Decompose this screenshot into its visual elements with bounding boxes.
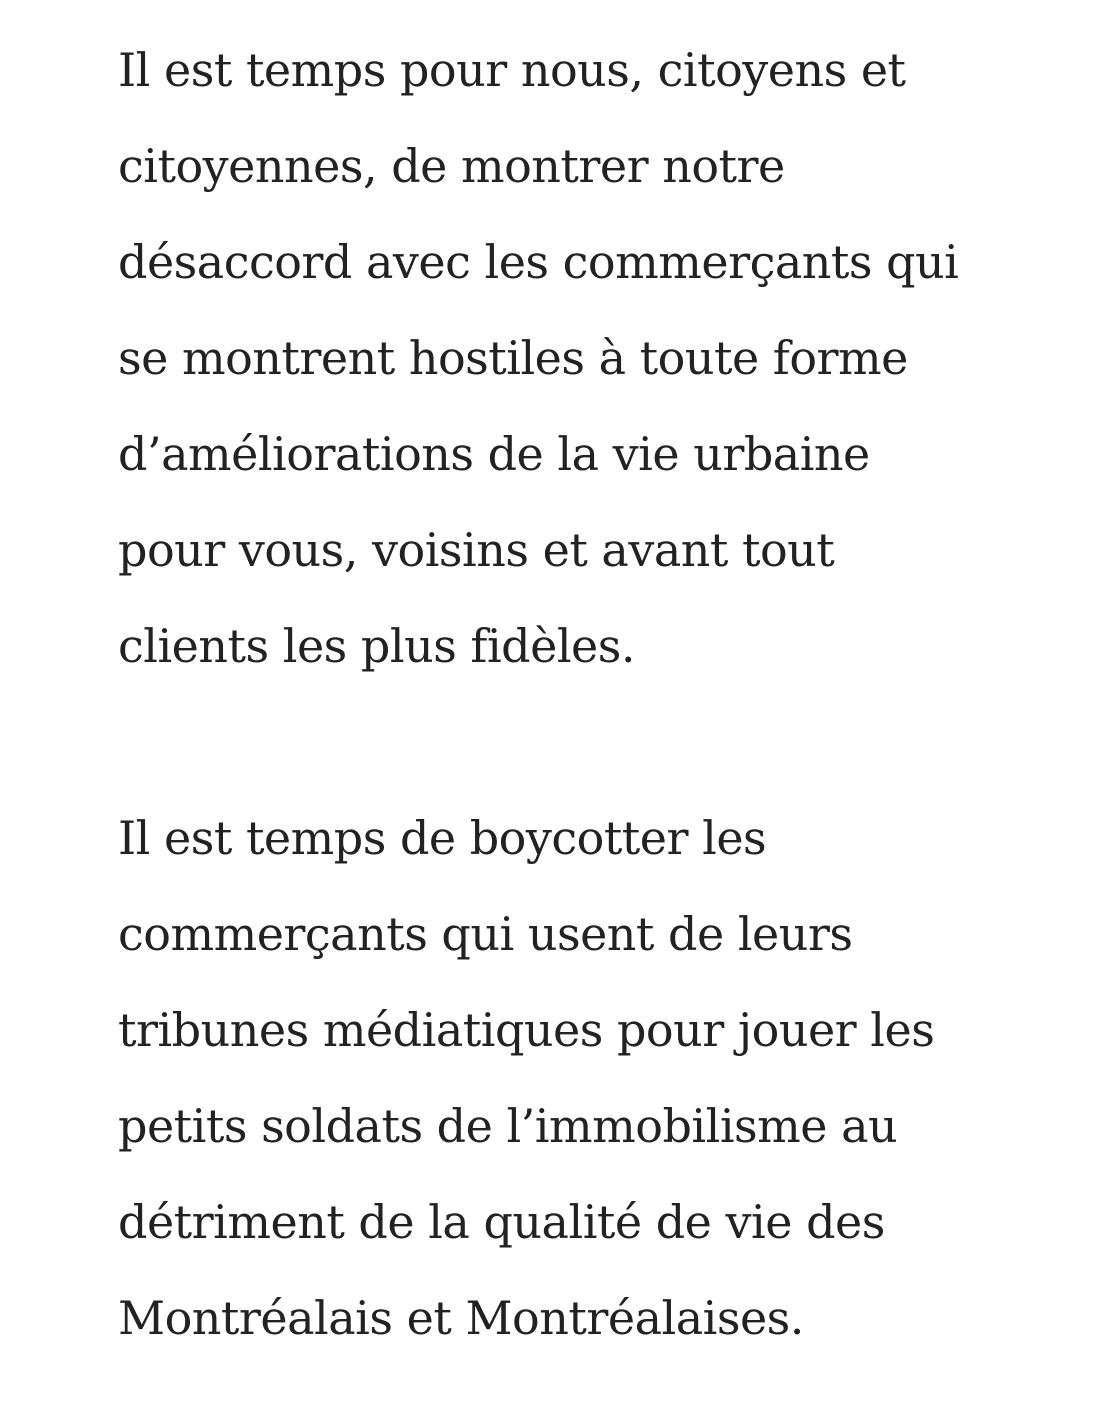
paragraph-2	[118, 790, 1018, 1366]
paragraph-spacer	[118, 694, 1018, 790]
paragraph-line: pour vous, voisins et avant tout	[118, 523, 835, 577]
paragraph-line: détriment de la qualité de vie des	[118, 1195, 885, 1249]
paragraph-line: commerçants qui usent de leurs	[118, 907, 853, 961]
paragraph-line: Il est temps de boycotter les	[118, 811, 767, 865]
paragraph-1	[118, 22, 1018, 694]
paragraph-line: clients les plus fidèles.	[118, 619, 635, 673]
paragraph-line: petits soldats de l’immobilisme au	[118, 1099, 898, 1153]
paragraph-line: citoyennes, de montrer notre	[118, 139, 785, 193]
article-body	[118, 0, 1018, 1366]
paragraph-line: Il est temps pour nous, citoyens et	[118, 43, 906, 97]
paragraph-line: se montrent hostiles à toute forme	[118, 331, 908, 385]
paragraph-line: d’améliorations de la vie urbaine	[118, 427, 870, 481]
paragraph-line: désaccord avec les commerçants qui	[118, 235, 959, 289]
paragraph-line: Montréalais et Montréalaises.	[118, 1291, 804, 1345]
paragraph-line: tribunes médiatiques pour jouer les	[118, 1003, 935, 1057]
